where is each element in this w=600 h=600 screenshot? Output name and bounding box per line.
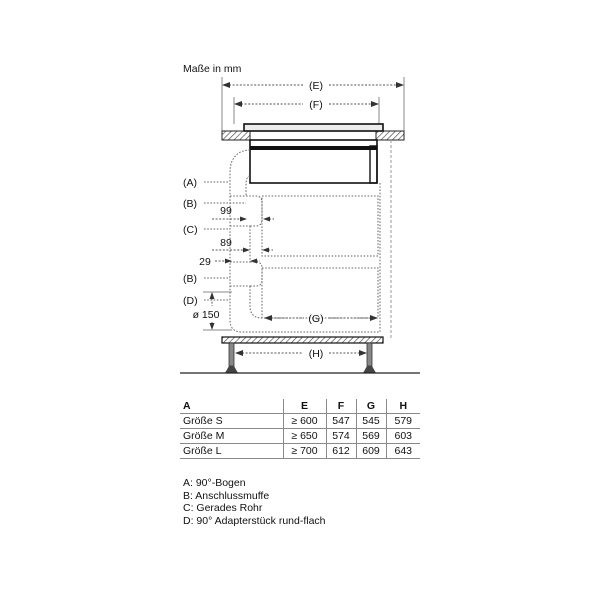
leg-right [367, 343, 372, 366]
label-d: (D) [183, 295, 198, 307]
legend [183, 477, 326, 527]
arrowhead [222, 82, 230, 88]
table-header-row [180, 399, 420, 414]
table-cell: ≥ 650 [283, 429, 326, 444]
table-cell: Größe M [180, 429, 283, 444]
dim-89: 89 [220, 237, 232, 249]
label-b-upper: (B) [183, 198, 197, 210]
plinth-board [222, 337, 383, 343]
duct-adapter-d [250, 286, 262, 318]
dimensions-table [180, 399, 420, 459]
legend-item: C: Gerades Rohr [183, 502, 263, 514]
duct-connector-b-upper [246, 196, 262, 226]
label-c: (C) [183, 224, 198, 236]
table-cell: Größe S [180, 414, 283, 429]
legend-item: D: 90° Adapterstück rund-flach [183, 514, 326, 527]
label-g: (G) [308, 313, 324, 325]
table-cell: ≥ 600 [283, 414, 326, 429]
dimension-f [234, 97, 379, 124]
table-header-cell: E [283, 399, 326, 414]
label-a: (A) [183, 177, 197, 189]
arrowhead [234, 101, 242, 107]
table-row [180, 429, 420, 444]
dimension-99 [212, 217, 274, 222]
table-header-cell: A [180, 399, 283, 414]
foot-right [363, 366, 376, 373]
drawer-upper [262, 196, 378, 256]
legend-item: B: Anschlussmuffe [183, 489, 270, 502]
table-cell: 569 [356, 429, 386, 444]
table-cell: 603 [386, 429, 420, 444]
table-cell: ≥ 700 [283, 444, 326, 459]
foot-left [225, 366, 238, 373]
cooktop-body [250, 140, 377, 183]
leg-left [229, 343, 234, 366]
label-h: (H) [308, 348, 324, 360]
table-row [180, 444, 420, 459]
duct-outer-wall [230, 150, 380, 332]
table-cell: 643 [386, 444, 420, 459]
table-header-cell: F [326, 399, 356, 414]
table-cell: 609 [356, 444, 386, 459]
dim-29: 29 [199, 256, 211, 268]
duct-seams [230, 196, 250, 286]
table-cell: 547 [326, 414, 356, 429]
drawer-lower [262, 268, 378, 318]
table-header-cell: H [386, 399, 420, 414]
arrowhead [371, 101, 379, 107]
legend-item: A: 90°-Bogen [183, 477, 246, 489]
table-cell: Größe L [180, 444, 283, 459]
table-cell: 574 [326, 429, 356, 444]
dimension-g [264, 313, 378, 325]
units-label: Maße in mm [183, 63, 242, 75]
dim-diameter: ø 150 [192, 309, 220, 321]
duct-connector-b-lower [250, 262, 262, 286]
label-b-lower: (B) [183, 273, 197, 285]
arrowhead [396, 82, 404, 88]
table-cell: 579 [386, 414, 420, 429]
dim-99: 99 [220, 205, 232, 217]
worktop-right [376, 131, 404, 140]
cooktop-glass [244, 124, 383, 131]
table-cell: 545 [356, 414, 386, 429]
dimension-29 [215, 259, 260, 264]
table-header-cell: G [356, 399, 386, 414]
worktop-left [222, 131, 250, 140]
duct-system [230, 150, 380, 332]
label-e: (E) [309, 80, 323, 92]
table-cell: 612 [326, 444, 356, 459]
label-f: (F) [309, 99, 323, 111]
table-row [180, 414, 420, 429]
dimension-h [235, 348, 367, 360]
